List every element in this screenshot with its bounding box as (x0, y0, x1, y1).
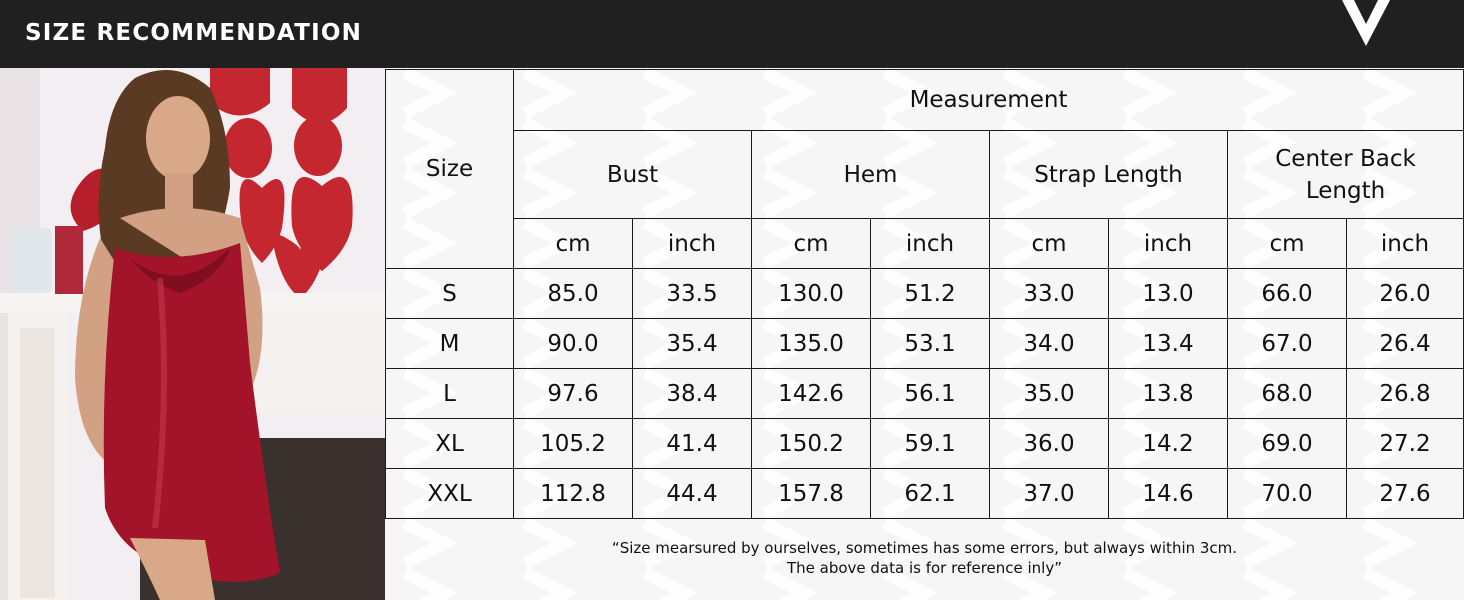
product-photo (0, 68, 385, 600)
table-cell: 36.0 (990, 419, 1109, 469)
table-cell: 105.2 (514, 419, 633, 469)
table-cell: 26.4 (1347, 319, 1464, 369)
table-cell: 66.0 (1228, 269, 1347, 319)
table-cell: 13.4 (1109, 319, 1228, 369)
size-label: M (386, 319, 514, 369)
hem-header: Hem (752, 131, 990, 219)
size-column-header: Size (386, 70, 514, 269)
table-cell: 44.4 (633, 469, 752, 519)
table-cell: 68.0 (1228, 369, 1347, 419)
size-label: XL (386, 419, 514, 469)
table-cell: 135.0 (752, 319, 871, 369)
center-back-length-header: Center Back Length (1228, 131, 1464, 219)
table-cell: 37.0 (990, 469, 1109, 519)
unit-inch: inch (1109, 219, 1228, 269)
table-row (386, 269, 1464, 319)
bust-header: Bust (514, 131, 752, 219)
unit-inch: inch (633, 219, 752, 269)
unit-cm: cm (1228, 219, 1347, 269)
page-title: SIZE RECOMMENDATION (25, 20, 363, 46)
table-cell: 130.0 (752, 269, 871, 319)
table-cell: 150.2 (752, 419, 871, 469)
unit-cm: cm (752, 219, 871, 269)
size-label: S (386, 269, 514, 319)
table-cell: 51.2 (871, 269, 990, 319)
table-cell: 33.0 (990, 269, 1109, 319)
table-cell: 35.4 (633, 319, 752, 369)
table-cell: 67.0 (1228, 319, 1347, 369)
table-cell: 13.8 (1109, 369, 1228, 419)
table-cell: 13.0 (1109, 269, 1228, 319)
unit-inch: inch (871, 219, 990, 269)
table-cell: 85.0 (514, 269, 633, 319)
table-cell: 69.0 (1228, 419, 1347, 469)
table-cell: 35.0 (990, 369, 1109, 419)
table-cell: 53.1 (871, 319, 990, 369)
table-cell: 70.0 (1228, 469, 1347, 519)
table-cell: 14.2 (1109, 419, 1228, 469)
table-cell: 38.4 (633, 369, 752, 419)
size-table (385, 69, 1464, 519)
unit-cm: cm (990, 219, 1109, 269)
note-line-1: “Size mearsured by ourselves, sometimes has some errors, but always within 3cm. (611, 539, 1238, 557)
table-row (386, 419, 1464, 469)
size-chart (385, 68, 1464, 600)
table-cell: 90.0 (514, 319, 633, 369)
table-cell: 157.8 (752, 469, 871, 519)
table-cell: 14.6 (1109, 469, 1228, 519)
unit-cm: cm (514, 219, 633, 269)
table-row (386, 369, 1464, 419)
measurement-note (385, 536, 1464, 600)
note-line-2: The above data is for reference inly” (786, 559, 1062, 577)
strap-length-header: Strap Length (990, 131, 1228, 219)
measurement-header: Measurement (514, 70, 1464, 131)
size-label: XXL (386, 469, 514, 519)
table-cell: 62.1 (871, 469, 990, 519)
table-row (386, 469, 1464, 519)
table-cell: 34.0 (990, 319, 1109, 369)
table-cell: 27.6 (1347, 469, 1464, 519)
size-label: L (386, 369, 514, 419)
table-row (386, 319, 1464, 369)
table-cell: 142.6 (752, 369, 871, 419)
table-cell: 97.6 (514, 369, 633, 419)
table-cell: 33.5 (633, 269, 752, 319)
table-cell: 41.4 (633, 419, 752, 469)
table-cell: 112.8 (514, 469, 633, 519)
table-cell: 59.1 (871, 419, 990, 469)
table-cell: 56.1 (871, 369, 990, 419)
chevron-down-icon (1340, 0, 1392, 48)
table-cell: 26.8 (1347, 369, 1464, 419)
table-cell: 27.2 (1347, 419, 1464, 469)
table-cell: 26.0 (1347, 269, 1464, 319)
unit-inch: inch (1347, 219, 1464, 269)
header-bar (0, 0, 1464, 68)
